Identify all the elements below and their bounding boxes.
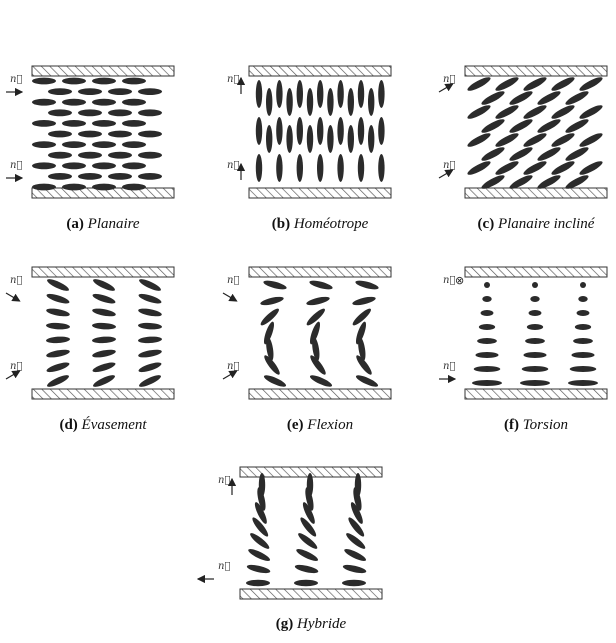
panel-g xyxy=(198,467,382,599)
molecule xyxy=(48,88,72,95)
molecule xyxy=(522,75,548,93)
director-top-arrow-icon xyxy=(6,293,20,301)
panel-e xyxy=(223,267,391,399)
molecule xyxy=(62,141,86,148)
caption-tag: (g) xyxy=(275,616,294,632)
caption-name: Planaire xyxy=(87,216,140,232)
molecule xyxy=(263,279,288,291)
director-bottom-label: n⃗ xyxy=(227,361,240,372)
molecule xyxy=(266,125,272,153)
molecule xyxy=(138,348,163,359)
caption-c xyxy=(478,216,595,233)
molecule xyxy=(78,131,102,138)
molecule xyxy=(78,152,102,159)
molecule xyxy=(138,336,162,344)
molecule xyxy=(564,117,590,135)
panel-d xyxy=(6,267,174,399)
molecule xyxy=(508,117,534,135)
molecule xyxy=(138,373,162,389)
bottom-plate xyxy=(249,389,391,399)
molecule xyxy=(138,88,162,95)
molecule xyxy=(578,131,604,149)
molecule xyxy=(306,295,331,307)
molecule xyxy=(297,117,303,145)
molecule xyxy=(494,131,520,149)
molecule xyxy=(337,80,343,108)
director-bottom-label: n⃗ xyxy=(443,361,456,372)
molecule xyxy=(92,292,117,305)
molecule xyxy=(46,292,71,305)
molecule xyxy=(309,279,334,291)
panel-b xyxy=(227,66,391,198)
molecule xyxy=(342,580,366,586)
molecule xyxy=(307,88,313,116)
molecule xyxy=(46,322,70,330)
molecule xyxy=(348,88,354,116)
molecule xyxy=(529,310,542,316)
molecule xyxy=(520,380,550,386)
molecule xyxy=(494,103,520,121)
top-plate xyxy=(249,66,391,76)
molecule xyxy=(480,89,506,107)
molecule xyxy=(108,131,132,138)
molecule xyxy=(466,159,492,177)
molecule xyxy=(481,310,494,316)
caption-name: Planaire incliné xyxy=(497,216,595,232)
molecule xyxy=(578,296,587,302)
molecule xyxy=(578,75,604,93)
molecule xyxy=(78,88,102,95)
molecule xyxy=(355,373,380,389)
molecule xyxy=(573,338,593,344)
molecule xyxy=(317,154,323,182)
molecule xyxy=(122,120,146,127)
panel-c xyxy=(439,66,607,198)
director-bottom-label: n⃗ xyxy=(443,160,456,171)
molecule xyxy=(479,324,495,330)
molecule xyxy=(472,380,502,386)
molecule xyxy=(466,131,492,149)
top-plate xyxy=(32,267,174,277)
molecule xyxy=(570,366,597,372)
director-top-out-of-plane-icon: ⊗ xyxy=(455,274,465,287)
molecule xyxy=(358,80,364,108)
top-plate xyxy=(465,66,607,76)
molecule xyxy=(138,277,162,293)
molecule xyxy=(266,88,272,116)
director-top-label: n⃗ xyxy=(227,74,240,85)
molecule xyxy=(477,338,497,344)
molecule xyxy=(550,103,576,121)
caption-f xyxy=(504,417,568,434)
molecule xyxy=(46,336,70,344)
molecule xyxy=(46,373,70,389)
molecule xyxy=(276,117,282,145)
director-top-label: n⃗ xyxy=(443,275,456,286)
caption-tag: (d) xyxy=(59,417,78,433)
panel-f xyxy=(439,267,607,399)
caption-tag: (a) xyxy=(66,216,84,232)
molecule xyxy=(480,117,506,135)
molecule xyxy=(508,145,534,163)
molecule xyxy=(522,131,548,149)
molecule xyxy=(295,547,319,563)
molecule xyxy=(108,88,132,95)
bottom-plate xyxy=(465,389,607,399)
bottom-plate xyxy=(465,188,607,198)
molecule xyxy=(92,162,116,169)
molecule xyxy=(48,173,72,180)
molecule xyxy=(466,103,492,121)
molecule xyxy=(550,159,576,177)
molecule xyxy=(571,352,594,358)
molecule xyxy=(508,89,534,107)
caption-name: Évasement xyxy=(81,417,147,433)
molecule xyxy=(337,117,343,145)
molecule xyxy=(578,103,604,121)
molecule xyxy=(92,184,116,191)
caption-d xyxy=(59,417,146,434)
molecule xyxy=(122,162,146,169)
molecule xyxy=(92,361,117,374)
molecule xyxy=(138,307,163,318)
top-plate xyxy=(32,66,174,76)
molecule xyxy=(523,352,546,358)
molecule xyxy=(62,99,86,106)
panel-a xyxy=(6,66,174,198)
molecule xyxy=(317,117,323,145)
molecule xyxy=(46,348,71,359)
molecule xyxy=(46,361,71,374)
molecule xyxy=(256,80,262,108)
molecule xyxy=(337,154,343,182)
molecule xyxy=(32,162,56,169)
director-bottom-arrow-icon xyxy=(6,371,20,379)
molecule xyxy=(32,120,56,127)
molecule xyxy=(263,373,288,389)
caption-tag: (b) xyxy=(271,216,291,232)
molecule xyxy=(122,99,146,106)
molecule xyxy=(536,89,562,107)
molecule xyxy=(48,131,72,138)
molecule xyxy=(482,296,491,302)
molecule xyxy=(122,141,146,148)
molecule xyxy=(378,117,384,145)
molecule xyxy=(317,80,323,108)
molecule xyxy=(568,380,598,386)
molecule xyxy=(138,292,163,305)
molecule xyxy=(78,173,102,180)
molecule xyxy=(92,373,116,389)
director-top-label: n⃗ xyxy=(443,74,456,85)
molecule xyxy=(355,279,380,291)
molecule xyxy=(92,336,116,344)
caption-name: Torsion xyxy=(522,417,569,433)
bottom-plate xyxy=(240,589,382,599)
director-top-arrow-icon xyxy=(223,293,237,301)
molecule xyxy=(564,145,590,163)
molecule xyxy=(62,78,86,85)
molecule xyxy=(108,152,132,159)
molecule xyxy=(256,154,262,182)
molecule xyxy=(62,120,86,127)
molecule xyxy=(138,131,162,138)
molecule xyxy=(525,338,545,344)
molecule xyxy=(297,154,303,182)
molecule xyxy=(348,125,354,153)
molecule xyxy=(494,159,520,177)
molecule xyxy=(276,80,282,108)
molecule xyxy=(62,184,86,191)
molecule xyxy=(46,307,71,318)
director-bottom-label: n⃗ xyxy=(218,561,231,572)
director-top-label: n⃗ xyxy=(227,275,240,286)
molecule xyxy=(122,78,146,85)
molecule xyxy=(62,162,86,169)
caption-g xyxy=(276,616,346,633)
molecule xyxy=(92,307,117,318)
molecule xyxy=(92,99,116,106)
director-bottom-arrow-icon xyxy=(439,170,453,178)
director-top-label: n⃗ xyxy=(10,275,23,286)
molecule xyxy=(294,563,319,575)
molecule xyxy=(138,109,162,116)
molecule xyxy=(32,99,56,106)
molecule xyxy=(309,373,334,389)
molecule xyxy=(522,366,549,372)
molecule xyxy=(530,296,539,302)
molecule xyxy=(474,366,501,372)
director-bottom-label: n⃗ xyxy=(10,361,23,372)
molecule xyxy=(92,141,116,148)
molecule xyxy=(378,154,384,182)
molecule xyxy=(78,109,102,116)
director-bottom-label: n⃗ xyxy=(10,160,23,171)
molecule xyxy=(564,89,590,107)
molecule xyxy=(48,152,72,159)
bottom-plate xyxy=(249,188,391,198)
molecule xyxy=(256,117,262,145)
molecule xyxy=(276,154,282,182)
director-bottom-label: n⃗ xyxy=(227,160,240,171)
molecule xyxy=(550,131,576,149)
molecule xyxy=(108,109,132,116)
molecule xyxy=(48,109,72,116)
molecule xyxy=(138,152,162,159)
molecule xyxy=(368,88,374,116)
molecule xyxy=(527,324,543,330)
caption-tag: (f) xyxy=(503,417,519,433)
molecule xyxy=(46,277,70,293)
molecule xyxy=(246,563,271,575)
molecule xyxy=(343,547,367,563)
caption-tag: (e) xyxy=(286,417,304,433)
molecule xyxy=(577,310,590,316)
molecule xyxy=(484,282,490,288)
molecule xyxy=(260,295,285,307)
molecule xyxy=(480,145,506,163)
molecule xyxy=(92,120,116,127)
caption-tag: (c) xyxy=(477,216,495,232)
molecule xyxy=(327,88,333,116)
director-bottom-arrow-icon xyxy=(223,371,237,379)
director-top-label: n⃗ xyxy=(218,475,231,486)
caption-name: Hybride xyxy=(297,616,347,632)
molecule xyxy=(358,154,364,182)
molecule xyxy=(297,80,303,108)
molecule xyxy=(475,352,498,358)
molecule xyxy=(92,322,116,330)
molecule xyxy=(307,125,313,153)
director-top-label: n⃗ xyxy=(10,74,23,85)
molecule xyxy=(494,75,520,93)
caption-name: Homéotrope xyxy=(293,216,369,232)
molecule xyxy=(92,277,116,293)
top-plate xyxy=(465,267,607,277)
molecule xyxy=(578,159,604,177)
molecule xyxy=(286,125,292,153)
molecule xyxy=(286,88,292,116)
caption-name: Flexion xyxy=(307,417,354,433)
molecule xyxy=(138,173,162,180)
molecule xyxy=(522,103,548,121)
molecule xyxy=(575,324,591,330)
molecule xyxy=(378,80,384,108)
molecule xyxy=(32,141,56,148)
molecule xyxy=(32,184,56,191)
molecule xyxy=(522,159,548,177)
molecule xyxy=(536,145,562,163)
caption-b xyxy=(272,216,369,233)
director-top-arrow-icon xyxy=(439,84,453,92)
molecule xyxy=(138,361,163,374)
molecule xyxy=(138,322,162,330)
top-plate xyxy=(249,267,391,277)
molecule xyxy=(327,125,333,153)
molecule xyxy=(550,75,576,93)
molecule xyxy=(580,282,586,288)
molecule xyxy=(92,78,116,85)
molecule xyxy=(536,117,562,135)
molecule xyxy=(342,563,367,575)
caption-e xyxy=(287,417,353,434)
molecule xyxy=(32,78,56,85)
molecule xyxy=(532,282,538,288)
molecule xyxy=(466,75,492,93)
molecule xyxy=(108,173,132,180)
molecule xyxy=(294,580,318,586)
bottom-plate xyxy=(32,389,174,399)
molecule xyxy=(122,184,146,191)
molecule xyxy=(368,125,374,153)
molecule xyxy=(358,117,364,145)
molecule xyxy=(92,348,117,359)
caption-a xyxy=(66,216,139,233)
molecule xyxy=(247,547,271,563)
molecule xyxy=(246,580,270,586)
molecule xyxy=(352,295,377,307)
